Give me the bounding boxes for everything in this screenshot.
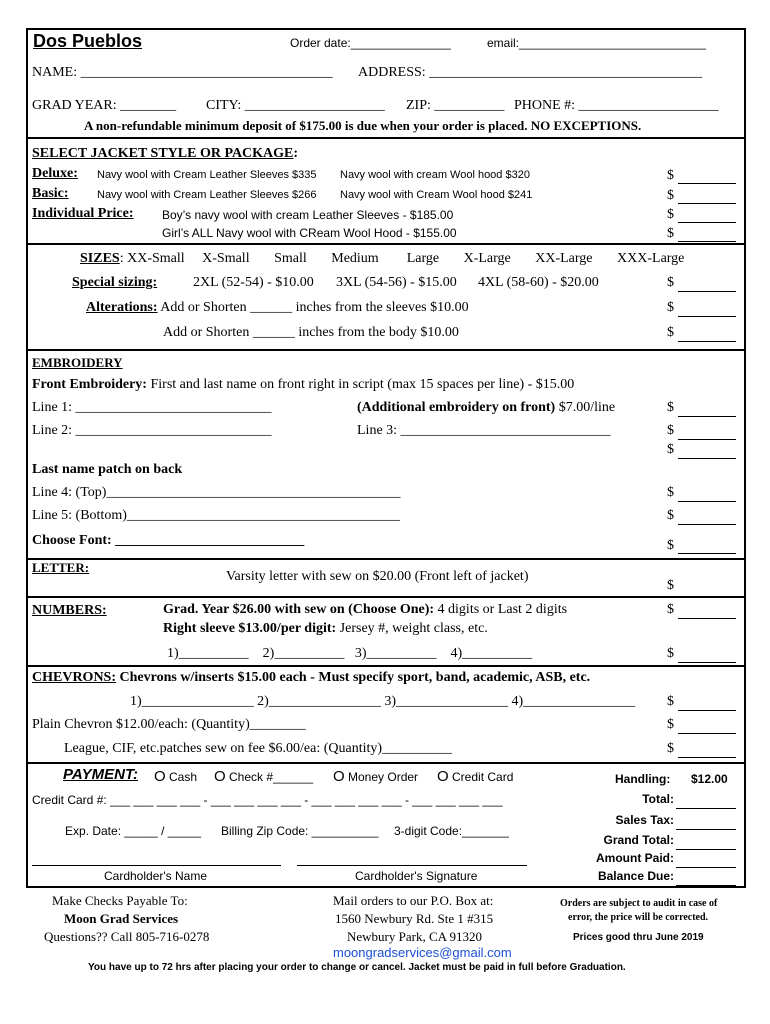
payment-label: PAYMENT:	[63, 766, 138, 783]
price-symbol: $	[667, 300, 674, 315]
alterations-row	[86, 300, 469, 316]
deluxe-label: Deluxe:	[32, 166, 78, 181]
exp-date-field[interactable]: Exp. Date: _____ / _____	[65, 824, 202, 838]
price-line[interactable]	[678, 757, 736, 758]
radio-icon: O	[333, 768, 345, 785]
front-embroidery-row	[32, 377, 574, 393]
front-embroidery-label: Front Embroidery:	[32, 377, 147, 392]
deposit-note: A non-refundable minimum deposit of $175.00 is due when your order is placed. NO EXCEPTIONS.	[84, 118, 642, 133]
mail-address-line-1: 1560 Newbury Rd. Ste 1 #315	[335, 911, 494, 926]
contact-email-link[interactable]: moongradservices@gmail.com	[333, 945, 512, 960]
price-line[interactable]	[678, 524, 736, 525]
change-cancel-note: You have up to 72 hrs after placing your order to change or cancel. Jacket must be paid in full before Graduation.	[88, 962, 626, 973]
grand-total-line[interactable]	[676, 849, 736, 850]
alterations-label: Alterations:	[86, 300, 158, 315]
embroidery-line-4[interactable]: Line 4: (Top)__________________________________________	[32, 485, 401, 500]
deluxe-option-hood[interactable]: Navy wool with cream Wool hood $320	[340, 169, 530, 181]
jacket-heading-colon: :	[293, 146, 299, 161]
price-symbol: $	[667, 538, 674, 553]
special-size-4xl[interactable]: 4XL (58-60) - $20.00	[478, 275, 599, 290]
numbers-choices[interactable]: 1)__________ 2)__________ 3)__________ 4)__________	[167, 646, 533, 661]
payment-option-check[interactable]	[214, 768, 313, 785]
embroidery-line-5[interactable]: Line 5: (Bottom)_______________________________________	[32, 508, 400, 523]
price-symbol: $	[667, 168, 674, 183]
price-line[interactable]	[678, 291, 736, 292]
handling-value: $12.00	[691, 772, 728, 786]
price-line[interactable]	[678, 710, 736, 711]
radio-icon: O	[154, 768, 166, 785]
alterations-sleeves[interactable]: Add or Shorten ______ inches from the sleeves $10.00	[157, 300, 469, 315]
front-embroidery-desc: First and last name on front right in script (max 15 spaces per line) - $15.00	[146, 377, 575, 392]
amount-paid-line[interactable]	[676, 867, 736, 868]
price-symbol: $	[667, 646, 674, 661]
section-divider	[26, 665, 744, 667]
phone-field[interactable]: PHONE #: ____________________	[514, 98, 719, 113]
price-symbol: $	[667, 717, 674, 732]
price-symbol: $	[667, 741, 674, 756]
cardholder-name-line[interactable]	[32, 865, 281, 866]
company-name: Moon Grad Services	[64, 911, 179, 926]
price-symbol: $	[667, 275, 674, 290]
basic-label: Basic:	[32, 186, 69, 201]
additional-embroidery-price: $7.00/line	[555, 400, 616, 415]
name-field[interactable]: NAME: ____________________________________	[32, 65, 333, 80]
additional-embroidery	[357, 400, 615, 416]
sales-tax-label: Sales Tax:	[615, 813, 674, 827]
special-size-3xl[interactable]: 3XL (54-56) - $15.00	[336, 275, 457, 290]
payment-option-credit-card[interactable]	[437, 768, 513, 785]
address-field[interactable]: ADDRESS: _______________________________________	[358, 65, 703, 80]
letter-heading: LETTER:	[32, 560, 90, 575]
basic-option-hood[interactable]: Navy wool with Cream Wool hood $241	[340, 189, 533, 201]
price-symbol: $	[667, 442, 674, 457]
price-symbol: $	[667, 485, 674, 500]
section-divider	[26, 762, 744, 764]
chevrons-desc: Chevrons w/inserts $15.00 each - Must specify sport, band, academic, ASB, etc.	[116, 670, 591, 685]
cardholder-name-label: Cardholder's Name	[104, 869, 208, 883]
grad-year-numbers-desc: 4 digits or Last 2 digits	[434, 602, 568, 617]
price-line[interactable]	[678, 416, 736, 417]
total-label: Total:	[642, 792, 674, 806]
embroidery-line-3[interactable]: Line 3: ______________________________	[357, 423, 611, 438]
section-divider	[26, 243, 744, 245]
price-symbol: $	[667, 325, 674, 340]
price-symbol: $	[667, 188, 674, 203]
deluxe-option-leather[interactable]: Navy wool with Cream Leather Sleeves $335	[97, 169, 317, 181]
price-line[interactable]	[678, 316, 736, 317]
questions-phone: Questions?? Call 805-716-0278	[44, 929, 210, 944]
special-size-2xl[interactable]: 2XL (52-54) - $10.00	[193, 275, 314, 290]
payment-cash-label: Cash	[169, 770, 198, 784]
balance-due-line[interactable]	[676, 885, 736, 886]
sizes-list: : XX-Small X-Small Small Medium Large X-Large XX-Large XXX-Large	[119, 251, 685, 266]
price-line[interactable]	[678, 203, 736, 204]
section-divider	[26, 596, 744, 598]
payment-money-order-label: Money Order	[348, 770, 419, 784]
price-line[interactable]	[678, 553, 736, 554]
zip-field[interactable]: ZIP: __________	[406, 98, 505, 113]
sleeve-numbers	[163, 621, 488, 637]
price-line[interactable]	[678, 733, 736, 734]
section-divider	[26, 137, 744, 139]
letter-desc: Varsity letter with sew on $20.00 (Front left of jacket)	[226, 569, 529, 584]
cardholder-signature-label: Cardholder's Signature	[355, 869, 478, 883]
alterations-body[interactable]: Add or Shorten ______ inches from the body $10.00	[163, 325, 459, 340]
choose-font-field[interactable]: Choose Font: ___________________________	[32, 533, 305, 548]
payment-check-label: Check #______	[229, 770, 314, 784]
jacket-heading-text: SELECT JACKET STYLE OR PACKAGE	[32, 146, 294, 161]
price-line[interactable]	[678, 662, 736, 663]
price-symbol: $	[667, 207, 674, 222]
price-symbol: $	[667, 578, 674, 593]
sizes-label: SIZES	[80, 251, 120, 266]
plain-chevron-field[interactable]: Plain Chevron $12.00/each: (Quantity)________	[32, 717, 306, 732]
radio-icon: O	[437, 768, 449, 785]
embroidery-line-2[interactable]: Line 2: ____________________________	[32, 423, 272, 438]
price-line[interactable]	[678, 439, 736, 440]
chevrons-row	[32, 670, 590, 686]
price-line[interactable]	[678, 458, 736, 459]
numbers-heading: NUMBERS:	[32, 603, 107, 618]
individual-option-boys[interactable]: Boy’s navy wool with cream Leather Sleeves - $185.00	[162, 208, 454, 222]
billing-zip-field[interactable]: Billing Zip Code: __________	[221, 824, 379, 838]
price-line[interactable]	[678, 222, 736, 223]
price-symbol: $	[667, 226, 674, 241]
embroidery-line-1[interactable]: Line 1: ____________________________	[32, 400, 272, 415]
jacket-heading	[32, 146, 298, 162]
city-field[interactable]: CITY: ____________________	[206, 98, 385, 113]
school-name: Dos Pueblos	[33, 31, 143, 51]
price-line[interactable]	[678, 618, 736, 619]
prices-good-note: Prices good thru June 2019	[573, 932, 704, 943]
section-divider	[26, 349, 744, 351]
sleeve-numbers-desc: Jersey #, weight class, etc.	[336, 621, 488, 636]
audit-note-line-1: Orders are subject to audit in case of	[560, 898, 718, 909]
special-sizing-label: Special sizing:	[72, 275, 158, 290]
sales-tax-line[interactable]	[676, 829, 736, 830]
basic-option-leather[interactable]: Navy wool with Cream Leather Sleeves $266	[97, 189, 317, 201]
amount-paid-label: Amount Paid:	[596, 851, 674, 865]
price-line[interactable]	[678, 341, 736, 342]
handling-label: Handling:	[615, 772, 671, 786]
league-patches-field[interactable]: League, CIF, etc.patches sew on fee $6.00/ea: (Quantity)__________	[64, 741, 453, 756]
cvv-field[interactable]: 3-digit Code:_______	[394, 824, 509, 838]
credit-card-number-field[interactable]: Credit Card #: ___ ___ ___ ___ - ___ ___ ___ ___ - ___ ___ ___ ___ - ___ ___ ___ ___	[32, 793, 503, 807]
payment-option-cash[interactable]	[154, 768, 197, 785]
last-name-patch-label: Last name patch on back	[32, 462, 183, 477]
price-symbol: $	[667, 602, 674, 617]
balance-due-label: Balance Due:	[597, 869, 674, 883]
grad-year-field[interactable]: GRAD YEAR: ________	[32, 98, 177, 113]
grad-year-numbers-label: Grad. Year $26.00 with sew on (Choose One):	[163, 602, 435, 617]
payment-option-money-order[interactable]	[333, 768, 418, 785]
section-divider	[26, 558, 744, 560]
sizes-row	[80, 251, 684, 267]
payment-credit-card-label: Credit Card	[452, 770, 514, 784]
mail-address-line-2: Newbury Park, CA 91320	[347, 929, 483, 944]
price-symbol: $	[667, 694, 674, 709]
audit-note-line-2: error, the price will be corrected.	[568, 912, 709, 923]
price-line[interactable]	[678, 241, 736, 242]
price-line[interactable]	[678, 501, 736, 502]
chevron-choices[interactable]: 1)________________ 2)________________ 3)________________ 4)________________	[130, 694, 636, 709]
cardholder-signature-line[interactable]	[297, 865, 527, 866]
additional-embroidery-label: (Additional embroidery on front)	[357, 400, 556, 415]
price-line[interactable]	[678, 183, 736, 184]
mail-orders-label: Mail orders to our P.O. Box at:	[333, 893, 494, 908]
email-field[interactable]: email:____________________________	[487, 36, 706, 50]
total-line[interactable]	[676, 808, 736, 809]
price-symbol: $	[667, 423, 674, 438]
embroidery-heading: EMBROIDERY	[32, 355, 123, 370]
radio-icon: O	[214, 768, 226, 785]
sleeve-numbers-label: Right sleeve $13.00/per digit:	[163, 621, 337, 636]
individual-option-girls[interactable]: Girl’s ALL Navy wool with CReam Wool Hood - $155.00	[162, 226, 457, 240]
chevrons-heading: CHEVRONS:	[32, 670, 117, 685]
price-symbol: $	[667, 508, 674, 523]
individual-price-label: Individual Price:	[32, 206, 134, 221]
order-date-field[interactable]: Order date:_______________	[290, 36, 451, 50]
grand-total-label: Grand Total:	[603, 833, 674, 847]
grad-year-numbers	[163, 602, 567, 618]
price-symbol: $	[667, 400, 674, 415]
checks-payable-label: Make Checks Payable To:	[52, 893, 188, 908]
